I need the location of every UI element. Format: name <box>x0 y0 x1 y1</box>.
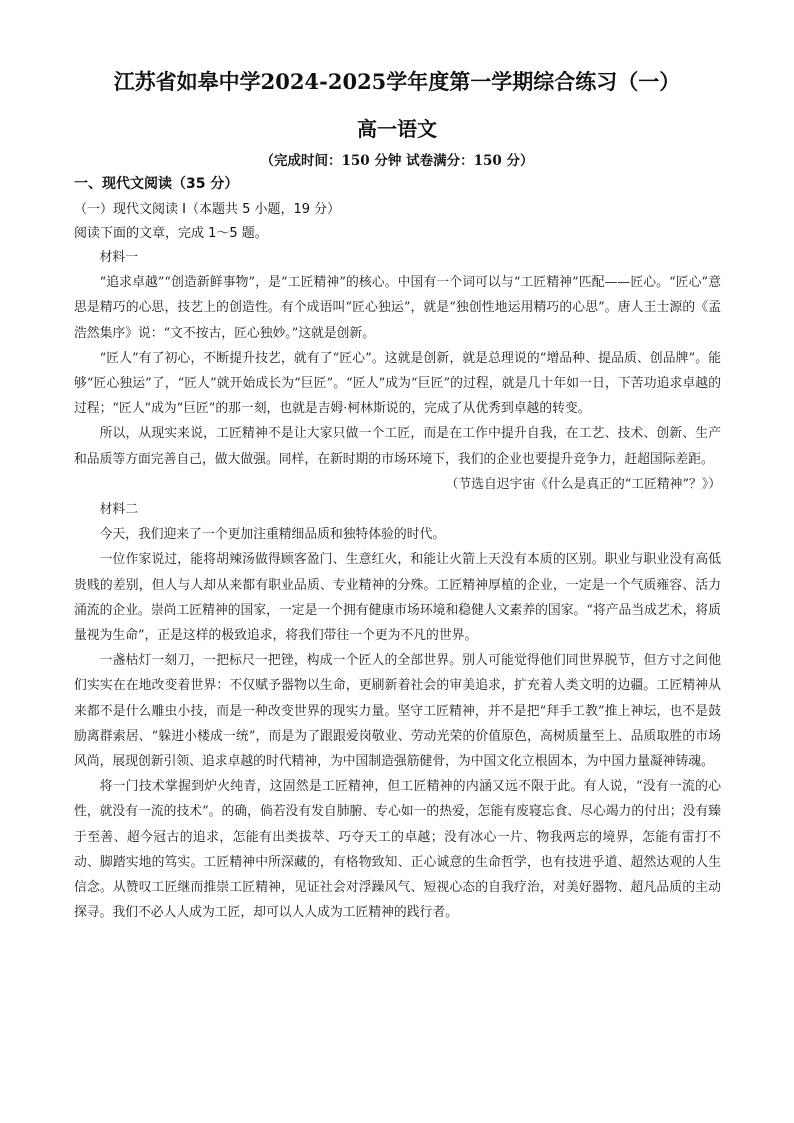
material-2-label: 材料二 <box>99 502 138 518</box>
material-1-label: 材料一 <box>99 250 138 265</box>
material-2-paragraph: 一位作家说过，能将胡辣汤做得顾客盈门、生意红火，和能让火箭上天没有本质的区别。职业与职业没有高低贵贱的差别，但人与人却从来都有职业品质、专业精神的分殊。工匠精神厚植的企业，一定是一个气质雍容、活力涌流的企业。崇尚工匠精神的国家，一定是一个拥有健康市场环境和稳健人文素养的国家。“将产品当成艺术，将质量视为生命”，正是这样的极致追求，将我们带往一个更为不凡的世界。 <box>74 552 721 644</box>
material-2-paragraph: 将一门技术掌握到炉火纯青，这固然是工匠精神，但工匠精神的内涵又远不限于此。有人说，“没有一流的心性，就没有一流的技术”。的确，倘若没有发自肺腑、专心如一的热爱，怎能有废寝忘食、尽心竭力的付出；没有臻于至善、超今冠古的追求，怎能有出类拔萃、巧夺天工的卓越；没有冰心一片、物我两忘的境界，怎能有雷打不动、脚踏实地的笃实。工匠精神中所深藏的，有格物致知、正心诚意的生命哲学，也有技进乎道、超然达观的人生信念。从赞叹工匠继而推崇工匠精神，见证社会对浮躁风气、短视心态的自我疗治，对美好器物、超凡品质的主动探寻。我们不必人人成为工匠，却可以人人成为工匠精神的践行者。 <box>74 779 721 921</box>
exam-subject: 高一语文 <box>357 117 437 141</box>
material-1-paragraph: “匠人”有了初心，不断提升技艺，就有了“匠心”。这就是创新，就是总理说的“增品种、提品质、创品牌”。能够“匠心独运”了，“匠人”就开始成长为“巨匠”。“匠人”成为“巨匠”的过程，就是几十年如一日，下苦功追求卓越的过程；“匠人”成为“巨匠”的那一刻，也就是吉姆·柯林斯说的，完成了从优秀到卓越的转变。 <box>74 350 721 417</box>
material-1-paragraph: 所以，从现实来说，工匠精神不是让大家只做一个工匠，而是在工作中提升自我，在工艺、技术、创新、生产和品质等方面完善自己，做大做强。同样，在新时期的市场环境下，我们的企业也要提升竞争力，赶超国际差距。 <box>74 426 721 467</box>
exam-title: 江苏省如皋中学2024-2025学年度第一学期综合练习（一） <box>113 69 681 94</box>
material-1-source: （节选自迟宇宙《什么是真正的“工匠精神”？》） <box>445 476 721 492</box>
subsection-heading: （一）现代文阅读 I（本题共 5 小题，19 分） <box>74 202 341 217</box>
material-2-paragraph: 一盏枯灯一刻刀，一把标尺一把锉，构成一个匠人的全部世界。别人可能觉得他们同世界脱节，但方寸之间他们实实在在地改变着世界：不仅赋予器物以生命，更刷新着社会的审美追求，扩充着人类文明的边疆。工匠精神从来都不是什么雕虫小技，而是一种改变世界的现实力量。坚守工匠精神，并不是把“拜手工教”推上神坛，也不是鼓励离群索居、“躲进小楼成一统”，而是为了跟跟爱岗敬业、劳动光荣的价值原色，高树质量至上、品质取胜的市场风尚，展现创新引领、追求卓越的时代精神，为中国制造强筋健骨，为中国文化立根固本，为中国力量凝神铸魂。 <box>74 653 721 770</box>
reading-instruction: 阅读下面的文章，完成 1～5 题。 <box>74 226 268 241</box>
material-1-paragraph: “追求卓越”“创造新鲜事物”，是“工匠精神”的核心。中国有一个词可以与“工匠精神”匹配——匠心。“匠心”意思是精巧的心思，技艺上的创造性。有个成语叫“匠心独运”，就是“独创性地运用精巧的心思”。唐人王士源的《孟浩然集序》说：“文不按古，匠心独妙。”这就是创新。 <box>74 275 721 341</box>
reading-passage <box>74 245 721 925</box>
exam-meta: （完成时间：150 分钟 试卷满分：150 分） <box>260 153 534 169</box>
material-2-paragraph: 今天，我们迎来了一个更加注重精细品质和独特体验的时代。 <box>99 527 446 543</box>
section-heading: 一、现代文阅读（35 分） <box>74 176 239 192</box>
